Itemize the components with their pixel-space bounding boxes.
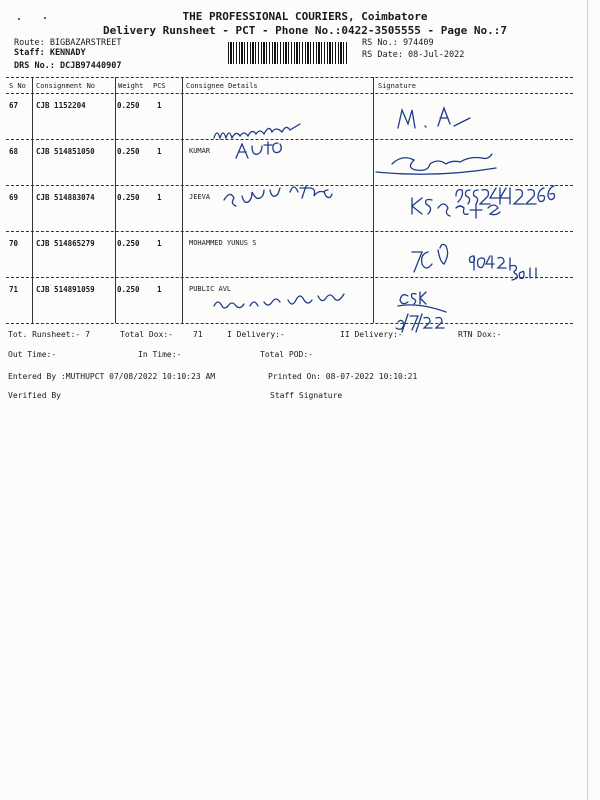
staff-label: Staff: KENNADY [14,48,86,58]
row-consignee: KUMAR [189,147,211,155]
out-time: Out Time:- [8,350,57,359]
handwritten-consignee-auto [236,142,281,158]
row-weight: 0.250 [117,285,140,294]
rs-date: RS Date: 08-Jul-2022 [362,50,465,60]
handwritten-signature-row70-digits2 [510,266,536,281]
col-signature-header: Signature [378,82,416,90]
handwritten-signature-row70 [412,244,448,272]
printed-on: Printed On: 08-07-2022 10:10:21 [268,372,418,381]
row-consignee: MOHAMMED YUNUS S [189,239,257,247]
row-sno: 71 [9,285,19,294]
col-pcs-header: PCS [153,82,166,90]
company-title: THE PROFESSIONAL COURIERS, Coimbatore [182,10,428,23]
row-consignee: PUBLIC AVL [189,285,232,293]
col-weight-header: Weight [118,82,144,90]
row-pcs: 1 [157,147,162,156]
col-consignment-header: Consignment No [36,82,96,90]
col-sno-header: S No [9,82,26,90]
total-dox-value: 71 [193,330,203,339]
row-consignment: CJB 514883074 [36,193,95,202]
row-pcs: 1 [157,239,162,248]
row-sno: 69 [9,193,19,202]
rtn-dox: RTN Dox:- [458,330,502,339]
row-pcs: 1 [157,101,162,110]
staff-signature: Staff Signature [270,391,343,400]
row-consignment: CJB 514865279 [36,239,95,248]
handwritten-signature-row70-digits [470,256,511,270]
row-consignment: CJB 514851050 [36,147,95,156]
in-time: In Time:- [138,350,182,359]
tot-runsheet: Tot. Runsheet:- 7 [8,330,90,339]
row-consignment: CJB 1152204 [36,101,86,110]
col-consignee-header: Consignee Details [186,82,258,90]
handwritten-signature-row68-line [376,168,496,174]
row-pcs: 1 [157,193,162,202]
total-pod: Total POD:- [260,350,313,359]
row-sno: 70 [9,239,19,248]
handwritten-signature-row67 [398,108,470,128]
row-sno: 67 [9,101,19,110]
row-consignee: JEEVA [189,193,211,201]
handwritten-consignee-mubarak [214,124,300,138]
total-dox-label: Total Dox:- [120,330,173,339]
entered-by: Entered By :MUTHUPCT 07/08/2022 10:10:23 AM [8,372,216,381]
row-weight: 0.250 [117,193,140,202]
runsheet-subtitle: Delivery Runsheet - PCT - Phone No.:0422-3505555 - Page No.:7 [103,24,507,37]
ii-delivery: II Delivery:- [340,330,403,339]
verified-by: Verified By [8,391,61,400]
handwritten-signature-row69 [412,198,500,218]
handwritten-phone-row69 [456,186,555,204]
rs-number: RS No.: 974409 [362,38,434,48]
row-sno: 68 [9,147,19,156]
row-pcs: 1 [157,285,162,294]
handwritten-consignee-tamil [214,294,344,308]
handwritten-signature-row71-date [396,305,446,332]
row-weight: 0.250 [117,147,140,156]
route-label: Route: BIGBAZARSTREET [14,38,122,48]
handwritten-signature-row71-csk [400,292,426,304]
handwriting-overlay [0,0,600,340]
handwritten-consignee-shakthi [224,186,332,206]
i-delivery: I Delivery:- [227,330,285,339]
drs-number: DRS No.: DCJB97440907 [14,61,122,71]
handwritten-signature-row68 [392,154,492,170]
row-weight: 0.250 [117,239,140,248]
row-consignment: CJB 514891059 [36,285,95,294]
row-weight: 0.250 [117,101,140,110]
